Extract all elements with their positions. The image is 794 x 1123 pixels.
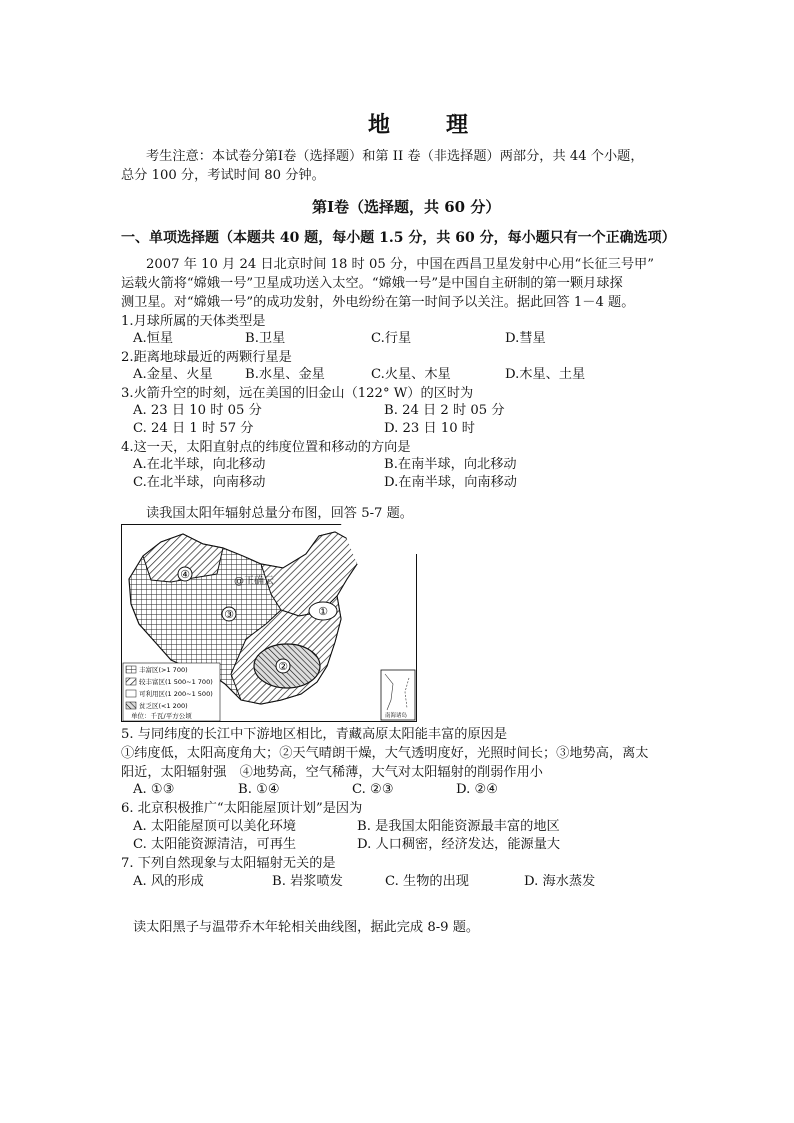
q5-option-d: D. ②④: [456, 782, 499, 797]
intro-line-2: 运载火箭将“嫦娥一号”卫星成功送入太空。“嫦娥一号”是中国自主研制的第一颗月球探: [121, 276, 623, 291]
q6-stem: 6. 北京积极推广“太阳能屋顶计划”是因为: [121, 801, 363, 816]
q7-option-a: A. 风的形成: [133, 874, 204, 889]
q1-option-c: C.行星: [371, 331, 412, 346]
q3-option-c: C. 24 日 1 时 57 分: [133, 421, 254, 436]
q5-option-c: C. ②③: [352, 782, 394, 797]
page-title: [368, 108, 468, 139]
intro-line-3: 测卫星。对“嫦娥一号”的成功发射，外电纷纷在第一时间予以关注。据此回答 1－4 题。: [121, 295, 635, 310]
q2-stem: 2.距离地球最近的两颗行星是: [121, 350, 292, 365]
q5-stem: 5. 与同纬度的长江中下游地区相比，青藏高原太阳能丰富的原因是: [121, 727, 508, 742]
region-label-1: ①: [318, 605, 328, 618]
q7-option-c: C. 生物的出现: [385, 874, 469, 889]
notice-line-1: 考生注意：本试卷分第Ⅰ卷（选择题）和第 II 卷（非选择题）两部分，共 44 个小题，: [146, 149, 644, 164]
q6-option-a: A. 太阳能屋顶可以美化环境: [133, 819, 296, 834]
legend-item-3: 可利用区(1 200~1 500): [139, 690, 213, 698]
q6-option-b: B. 是我国太阳能资源最丰富的地区: [357, 819, 560, 834]
region-label-2: ②: [278, 660, 288, 673]
q5-option-a: A. ①③: [133, 782, 175, 797]
q7-option-d: D. 海水蒸发: [524, 874, 596, 889]
q4-stem: 4.这一天，太阳直射点的纬度位置和移动的方向是: [121, 440, 411, 455]
intro-line-1: 2007 年 10 月 24 日北京时间 18 时 05 分，中国在西昌卫星发射中心用“长征三号甲”: [146, 257, 654, 272]
watermark: @正确云: [234, 576, 274, 587]
region-label-4: ④: [180, 568, 190, 581]
region-label-3: ③: [224, 608, 234, 621]
south-china-sea-inset: [381, 670, 415, 720]
legend-unit: 单位：千瓦/平方公顷: [131, 712, 192, 720]
legend-item-1: 丰富区(>1 700): [139, 666, 188, 674]
map-legend: [123, 663, 220, 721]
q3-option-b: B. 24 日 2 时 05 分: [384, 403, 505, 418]
title-char-1: 地: [368, 112, 391, 138]
title-char-2: 理: [446, 112, 469, 138]
q3-stem: 3.火箭升空的时刻，远在美国的旧金山（122° W）的区时为: [121, 386, 474, 401]
q1-option-a: A.恒星: [133, 331, 174, 346]
q3-option-d: D. 23 日 10 时: [384, 421, 475, 436]
q2-option-b: B.水星、金星: [245, 367, 325, 382]
q2-option-a: A.金星、火星: [133, 367, 213, 382]
q5-option-b: B. ①④: [238, 782, 280, 797]
part1-title: 第Ⅰ卷（选择题，共 60 分）: [312, 198, 501, 216]
q4-option-a: A.在北半球，向北移动: [133, 457, 266, 472]
section1-title: 一、单项选择题（本题共 40 题，每小题 1.5 分，共 60 分，每小题只有一个正确选项）: [121, 230, 676, 246]
inset-label: 南海诸岛: [385, 713, 408, 719]
q7-option-b: B. 岩浆喷发: [272, 874, 343, 889]
q1-stem: 1.月球所属的天体类型是: [121, 314, 266, 329]
q5-line-2: ①纬度低，太阳高度角大；②天气晴朗干燥，大气透明度好，光照时间长；③地势高，离太: [121, 746, 649, 761]
q2-option-d: D.木星、土星: [505, 367, 586, 382]
q1-option-b: B.卫星: [245, 331, 286, 346]
q4-option-b: B.在南半球，向北移动: [384, 457, 517, 472]
q2-option-c: C.火星、木星: [371, 367, 451, 382]
q4-option-d: D.在南半球，向南移动: [384, 475, 517, 490]
q7-stem: 7. 下列自然现象与太阳辐射无关的是: [121, 856, 336, 871]
q6-option-d: D. 人口稠密，经济发达，能源量大: [357, 837, 561, 852]
notice-line-2: 总分 100 分，考试时间 80 分钟。: [121, 168, 325, 183]
q1-option-d: D.彗星: [505, 331, 546, 346]
solar-radiation-map: [121, 524, 417, 722]
q4-option-c: C.在北半球，向南移动: [133, 475, 266, 490]
q5-line-3: 阳近，太阳辐射强 ④地势高，空气稀薄，大气对太阳辐射的削弱作用小: [121, 765, 543, 780]
map-intro: 读我国太阳年辐射总量分布图，回答 5-7 题。: [146, 506, 413, 521]
q3-option-a: A. 23 日 10 时 05 分: [133, 403, 262, 418]
next-intro: 读太阳黑子与温带乔木年轮相关曲线图，据此完成 8-9 题。: [133, 920, 480, 935]
legend-item-2: 较丰富区(1 500~1 700): [139, 678, 213, 686]
q6-option-c: C. 太阳能资源清洁，可再生: [133, 837, 297, 852]
legend-item-4: 贫乏区(<1 200): [139, 702, 188, 710]
